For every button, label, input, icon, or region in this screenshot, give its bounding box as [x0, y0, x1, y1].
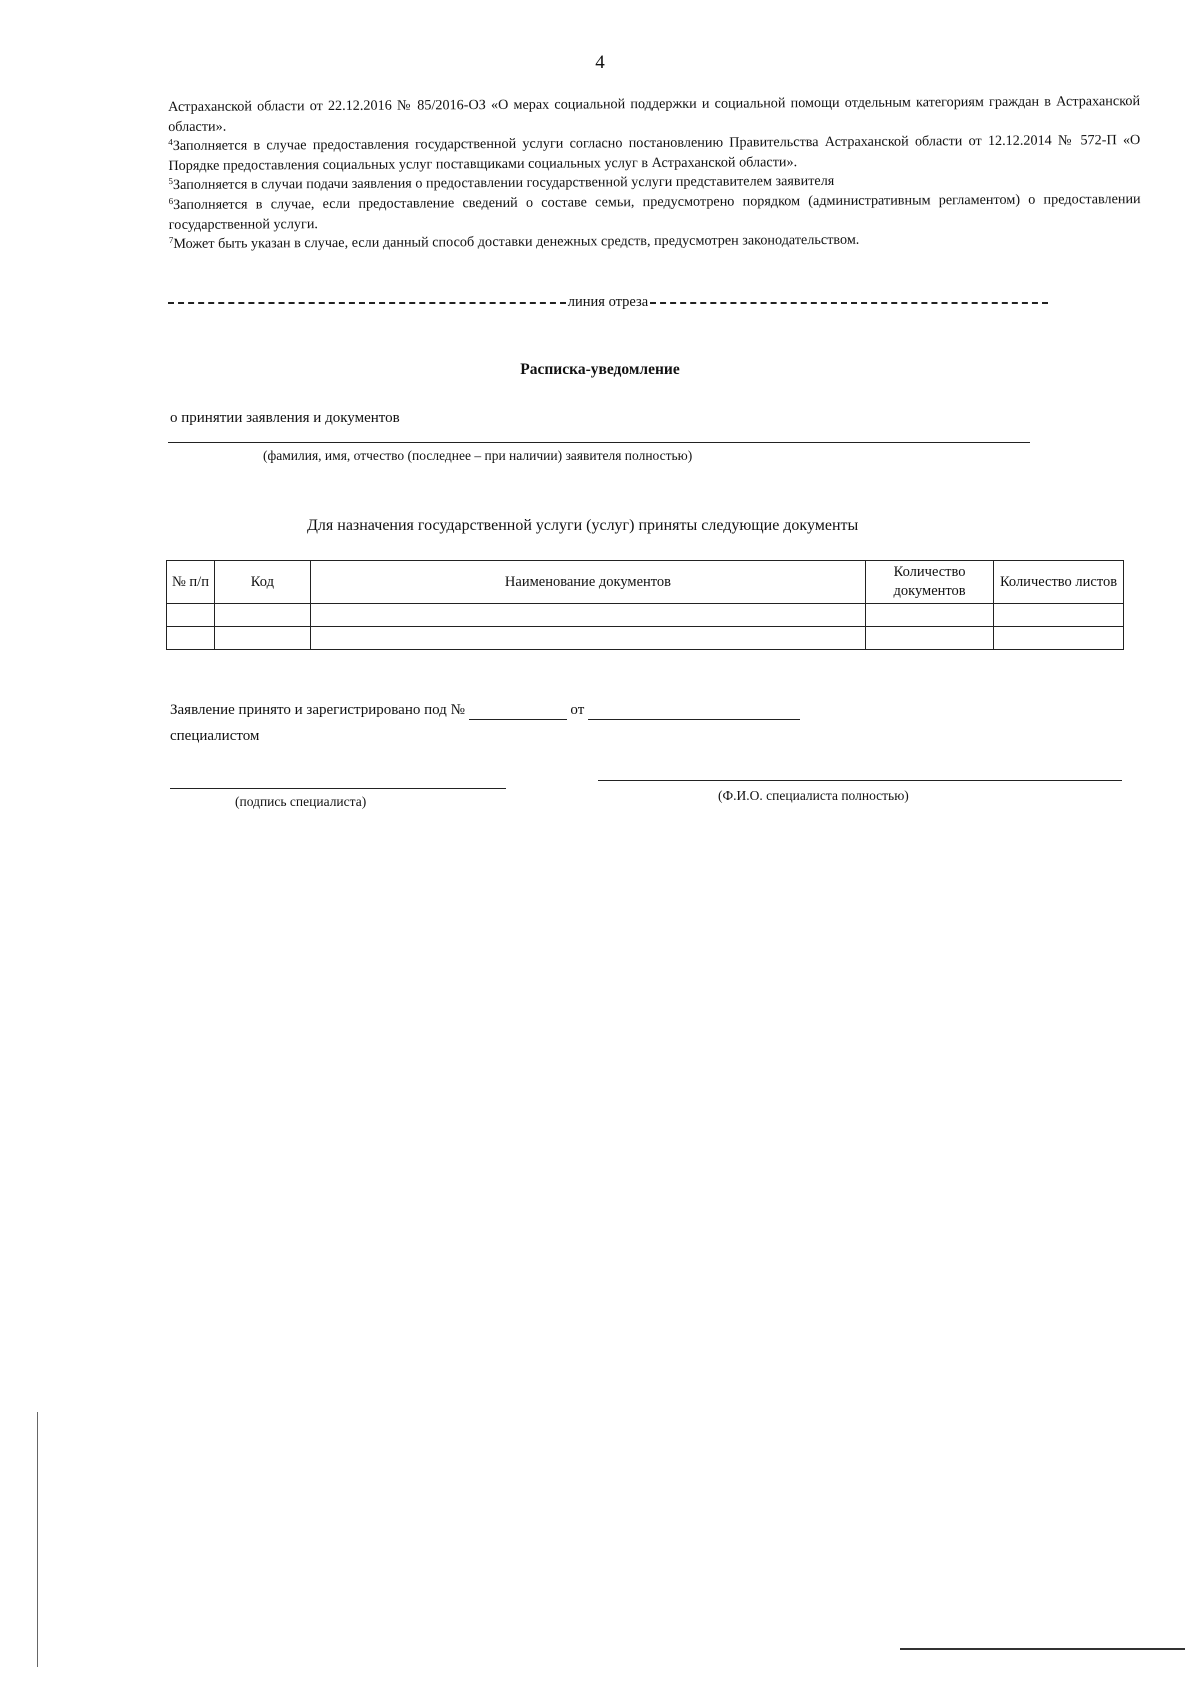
- footnote-6: $^6$Заполняется в случае, если предоставление сведений о составе семьи, предусмотрено порядком (административным регламентом) о предоставлении государственной услуги.: [168, 191, 1141, 233]
- col-header-document-count: Количество документов: [866, 561, 994, 604]
- table-cell[interactable]: [310, 627, 865, 650]
- registration-text: Заявление принято и зарегистрировано под №: [170, 702, 465, 718]
- applicant-name-field[interactable]: [168, 442, 1030, 443]
- cut-line-label: линия отреза: [567, 294, 649, 310]
- documents-table: [166, 560, 1124, 650]
- specialist-name-field[interactable]: [598, 780, 1122, 781]
- col-header-code: Код: [214, 561, 310, 604]
- table-cell[interactable]: [310, 604, 865, 627]
- receipt-subtitle: о принятии заявления и документов: [170, 410, 400, 426]
- receipt-title: Расписка-уведомление: [520, 361, 680, 378]
- scan-artifact-line: [37, 1412, 38, 1667]
- page-number: 4: [595, 52, 605, 73]
- footnotes: [168, 92, 1141, 255]
- scan-artifact-line: [900, 1648, 1185, 1650]
- table-cell[interactable]: [167, 627, 215, 650]
- col-header-sheet-count: Количество листов: [994, 561, 1124, 604]
- table-row: [167, 627, 1124, 650]
- col-header-document-name: Наименование документов: [310, 561, 865, 604]
- table-cell[interactable]: [214, 604, 310, 627]
- footnote-continuation: Астраханской области от 22.12.2016 № 85/2016-ОЗ «О мерах социальной поддержки и социальной помощи отдельным категориям граждан в Астраханской области».: [168, 93, 1141, 135]
- table-cell[interactable]: [994, 604, 1124, 627]
- documents-heading: Для назначения государственной услуги (услуг) приняты следующие документы: [307, 517, 859, 534]
- table-cell[interactable]: [866, 627, 994, 650]
- table-cell[interactable]: [214, 627, 310, 650]
- registration-date-field[interactable]: [588, 702, 800, 720]
- signature-caption: (подпись специалиста): [235, 794, 367, 809]
- table-row: [167, 604, 1124, 627]
- specialist-name-caption: (Ф.И.О. специалиста полностью): [718, 788, 909, 803]
- table-header-row: [167, 561, 1124, 604]
- table-cell[interactable]: [167, 604, 215, 627]
- specialist-label: специалистом: [170, 728, 260, 744]
- footnote-4: $^4$Заполняется в случае предоставления государственной услуги согласно постановлению Правительства Астраханской области от 12.12.2014 № 572-П «О Порядке предоставления социальных услуг поставщиками социальных услуг в Астраханской области».: [168, 132, 1141, 174]
- table-cell[interactable]: [866, 604, 994, 627]
- col-header-number: № п/п: [167, 561, 215, 604]
- specialist-signature-field[interactable]: [170, 788, 506, 789]
- registration-from-label: от: [570, 702, 585, 718]
- cut-line-dash-left: [168, 302, 566, 304]
- footnote-7: $^7$Может быть указан в случае, если данный способ доставки денежных средств, предусмотрен законодательством.: [168, 231, 860, 253]
- table-cell[interactable]: [994, 627, 1124, 650]
- cut-line: [168, 294, 1048, 311]
- cut-line-dash-right: [650, 302, 1048, 304]
- registration-line: [170, 702, 800, 720]
- registration-number-field[interactable]: [469, 702, 567, 720]
- applicant-name-caption: (фамилия, имя, отчество (последнее – при наличии) заявителя полностью): [263, 448, 693, 463]
- footnote-5: $^5$Заполняется в случаи подачи заявления о предоставлении государственной услуги представителем заявителя: [168, 173, 835, 194]
